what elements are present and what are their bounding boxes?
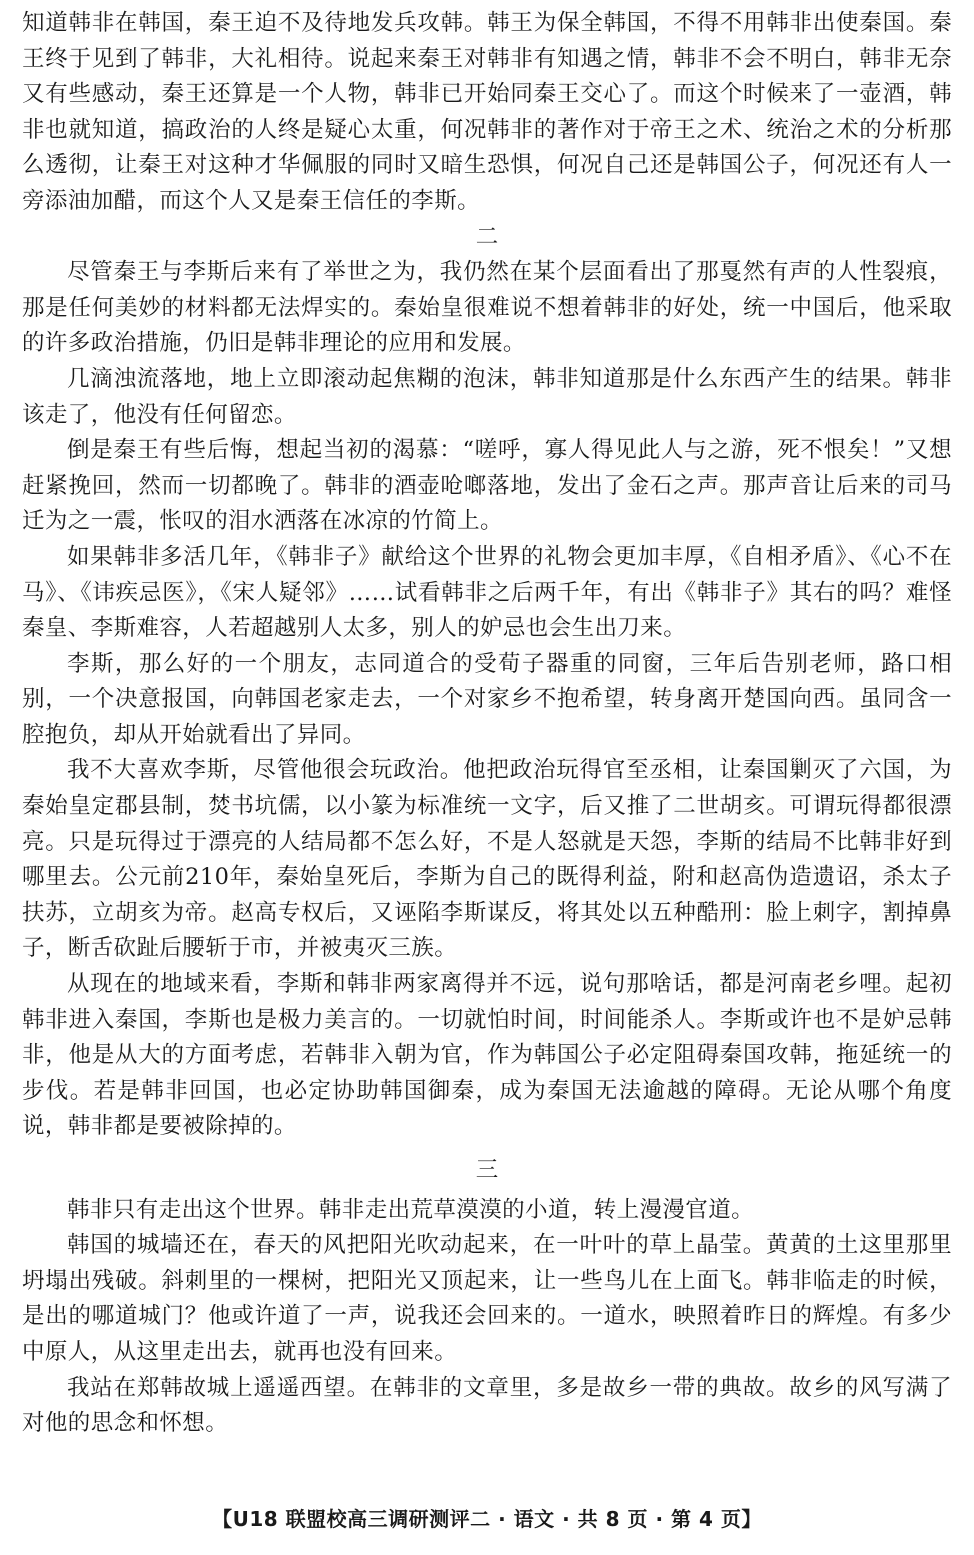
section-three-heading: 三 — [475, 1157, 499, 1183]
section-three-paragraph: 我站在郑韩故城上遥遥西望。在韩非的文章里，多是故乡一带的典故。故乡的风写满了对他的思念和怀想。 — [22, 1374, 952, 1437]
opening-paragraph: 知道韩非在韩国，秦王迫不及待地发兵攻韩。韩王为保全韩国，不得不用韩非出使秦国。秦王终于见到了韩非，大礼相待。说起来秦王对韩非有知遇之情，韩非不会不明白，韩非无奈又有些感动，秦王还算是一个人物，韩非已开始同秦王交心了。而这个时候来了一壶酒，韩非也就知道，搞政治的人终是疑心太重，何况韩非的著作对于帝王之术、统治之术的分析那么透彻，让秦王对这种才华佩服的同时又暗生恐惧，何况自己还是韩国公子，何况还有人一旁添油加醋，而这个人又是秦王信任的李斯。 — [22, 10, 952, 214]
section-two-paragraph: 倒是秦王有些后悔，想起当初的渴慕：“嗟呼，寡人得见此人与之游，死不恨矣！”又想赶紧挽回，然而一切都晚了。韩非的酒壶呛啷落地，发出了金石之声。那声音让后来的司马迁为之一震，怅叹的泪水洒落在冰凉的竹简上。 — [22, 437, 952, 535]
section-two-paragraph: 李斯，那么好的一个朋友，志同道合的受荀子器重的同窗，三年后告别老师，路口相别，一个决意报国，向韩国老家走去，一个对家乡不抱希望，转身离开楚国向西。虽同含一腔抱负，却从开始就看出了异同。 — [22, 650, 952, 748]
section-two-paragraph: 几滴浊流落地，地上立即滚动起焦糊的泡沫，韩非知道那是什么东西产生的结果。韩非该走了，他没有任何留恋。 — [22, 365, 952, 428]
section-two-paragraph: 如果韩非多活几年，《韩非子》献给这个世界的礼物会更加丰厚，《自相矛盾》、《心不在马》、《讳疾忌医》，《宋人疑邻》……试看韩非之后两千年，有出《韩非子》其右的吗？难怪秦皇、李斯难容，人若超越别人太多，别人的妒忌也会生出刀来。 — [22, 543, 952, 642]
section-two-paragraph: 从现在的地域来看，李斯和韩非两家离得并不远，说句那啥话，都是河南老乡哩。起初韩非进入秦国，李斯也是极力美言的。一切就怕时间，时间能杀人。李斯或许也不是妒忌韩非，他是从大的方面考虑，若韩非入朝为官，作为韩国公子必定阻碍秦国攻韩，拖延统一的步伐。若是韩非回国，也必定协助韩国御秦，成为秦国无法逾越的障碍。无论从哪个角度说，韩非都是要被除掉的。 — [22, 971, 952, 1140]
section-two-paragraph: 我不大喜欢李斯，尽管他很会玩政治。他把政治玩得官至丞相，让秦国剿灭了六国，为秦始皇定郡县制，焚书坑儒，以小篆为标准统一文字，后又推了二世胡亥。可谓玩得都很漂亮。只是玩得过于漂亮的人结局都不怎么好，不是人怒就是天怨，李斯的结局不比韩非好到哪里去。公元前210年，秦始皇死后，李斯为自己的既得利益，附和赵高伪造遗诏，杀太子扶苏，立胡亥为帝。赵高专权后，又诬陷李斯谋反，将其处以五种酷刑：脸上刺字，割掉鼻子，断舌砍趾后腰斩于市，并被夷灭三族。 — [22, 757, 952, 962]
section-two-paragraph: 尽管秦王与李斯后来有了举世之为，我仍然在某个层面看出了那戛然有声的人性裂痕，那是任何美妙的材料都无法焊实的。秦始皇很难说不想着韩非的好处，统一中国后，他采取的许多政治措施，仍旧是韩非理论的应用和发展。 — [22, 259, 952, 357]
section-three-paragraph: 韩非只有走出这个世界。韩非走出荒草漠漠的小道，转上漫漫官道。 — [67, 1196, 755, 1223]
section-two-heading: 二 — [475, 223, 499, 250]
page-footer: 【U18 联盟校高三调研测评二 · 语文 · 共 8 页 · 第 4 页】 — [212, 1507, 762, 1531]
section-three-paragraph: 韩国的城墙还在，春天的风把阳光吹动起来，在一叶叶的草上晶莹。黄黄的土这里那里坍塌出残破。斜刺里的一棵树，把阳光又顶起来，让一些鸟儿在上面飞。韩非临走的时候，是出的哪道城门？他或许道了一声，说我还会回来的。一道水，映照着昨日的辉煌。有多少中原人，从这里走出去，就再也没有回来。 — [22, 1232, 952, 1365]
